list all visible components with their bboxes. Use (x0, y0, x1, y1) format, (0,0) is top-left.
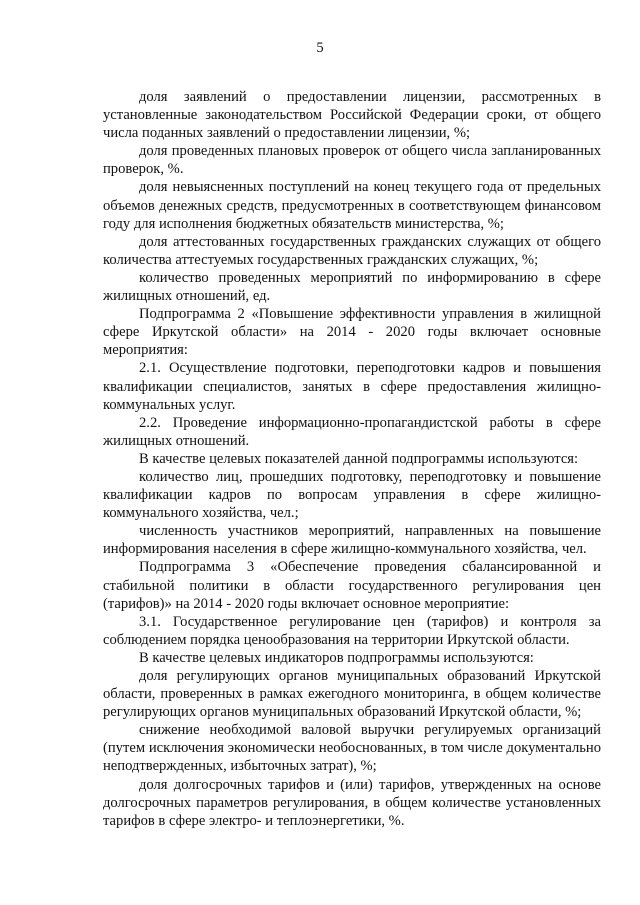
paragraph: 2.2. Проведение информационно-пропагандистской работы в сфере жилищных отношений. (103, 414, 601, 449)
paragraph: численность участников мероприятий, направленных на повышение информирования населения в сфере жилищно-коммунального хозяйства, чел. (103, 523, 601, 558)
paragraph: Подпрограмма 2 «Повышение эффективности управления в жилищной сфере Иркутской области» на 2014 - 2020 годы включает основные мероприятия: (103, 306, 601, 359)
paragraph: 3.1. Государственное регулирование цен (тарифов) и контроля за соблюдением порядка ценообразования на территории Иркутской области. (103, 613, 601, 648)
page-number: 5 (316, 40, 324, 56)
paragraph: доля регулирующих органов муниципальных образований Иркутской области, проверенных в рамках ежегодного мониторинга, в общем количестве регулирующих органов муниципальных образований Иркутской области, %; (103, 668, 601, 721)
paragraph: доля заявлений о предоставлении лицензии, рассмотренных в установленные законодательством Российской Федерации сроки, от общего числа поданных заявлений о предоставлении лицензии, %; (103, 89, 601, 142)
paragraph: В качестве целевых показателей данной подпрограммы используются: (139, 450, 579, 467)
paragraph: количество проведенных мероприятий по информированию в сфере жилищных отношений, ед. (103, 269, 601, 305)
paragraph: В качестве целевых индикаторов подпрограммы используются: (139, 649, 534, 666)
paragraph: количество лиц, прошедших подготовку, переподготовку и повышение квалификации кадров по вопросам управления в сфере жилищно-коммунального хозяйства, чел.; (103, 468, 601, 522)
paragraph: доля проведенных плановых проверок от общего числа запланированных проверок, %. (103, 143, 601, 178)
paragraph: 2.1. Осуществление подготовки, переподготовки кадров и повышения квалификации специалистов, занятых в сфере предоставления жилищно-коммунальных услуг. (103, 360, 601, 413)
document-body (103, 88, 601, 830)
paragraph: доля аттестованных государственных гражданских служащих от общего количества аттестуемых государственных гражданских служащих, %; (103, 233, 601, 268)
paragraph: доля невыясненных поступлений на конец текущего года от предельных объемов денежных средств, предусмотренных в соответствующем финансовом году для исполнения бюджетных обязательств министерства, %; (103, 179, 601, 232)
paragraph: Подпрограмма 3 «Обеспечение проведения сбалансированной и стабильной политики в области государственного регулирования цен (тарифов)» на 2014 - 2020 годы включает основное мероприятие: (103, 559, 601, 612)
paragraph: доля долгосрочных тарифов и (или) тарифов, утвержденных на основе долгосрочных параметров регулирования, в общем количестве установленных тарифов в сфере электро- и теплоэнергетики, %. (103, 776, 601, 829)
paragraph: снижение необходимой валовой выручки регулируемых организаций (путем исключения экономически необоснованных, в том числе документально неподтвержденных, избыточных затрат), %; (103, 722, 601, 775)
